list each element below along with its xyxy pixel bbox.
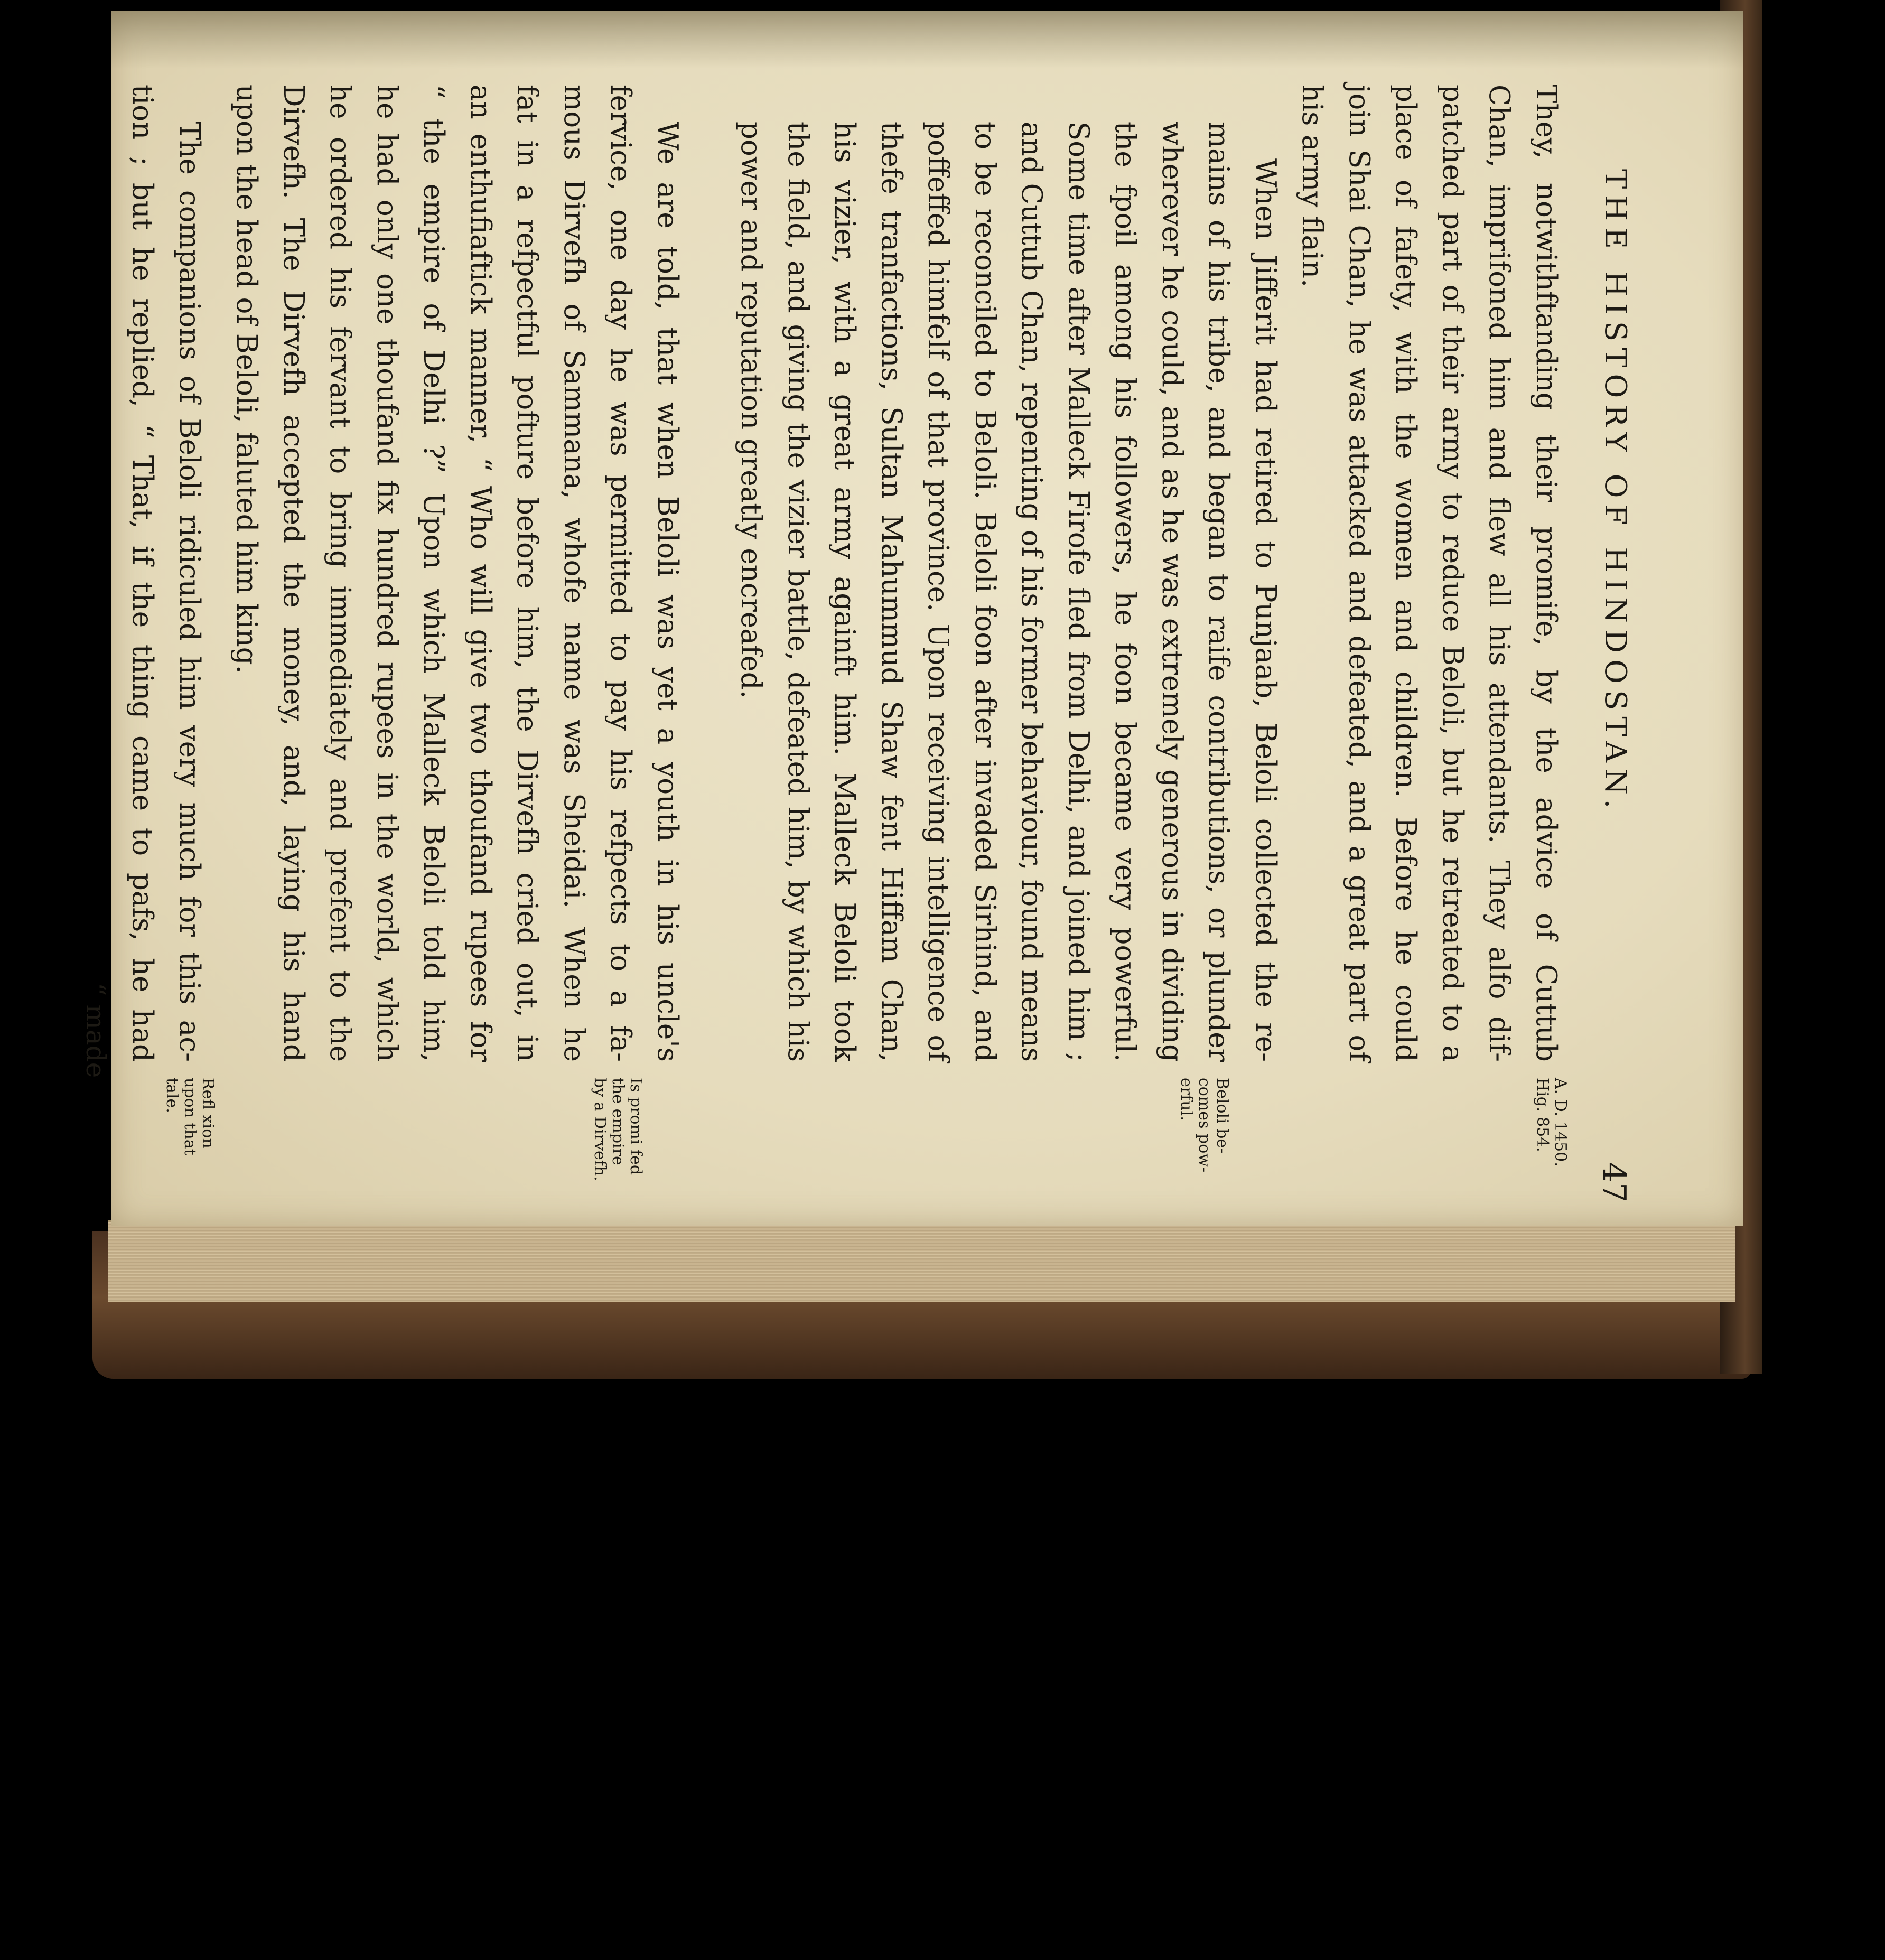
page-title: THE HISTORY OF HINDOSTAN. bbox=[1598, 169, 1632, 815]
paragraph-3 bbox=[223, 85, 690, 1062]
text-line: Some time after Malleck Firofe fled from Delhi, and joined him ; bbox=[1062, 122, 1095, 1062]
margin-note-reflexion bbox=[163, 1078, 217, 1183]
text-line: place of fafety, with the women and children. Before he could bbox=[1389, 85, 1422, 1062]
margin-line: Refl xion bbox=[199, 1078, 217, 1149]
text-line: Chan, imprifoned him and flew all his attendants. They alfo dif- bbox=[1483, 85, 1516, 1062]
text-line: fat in a refpectful pofture before him, the Dirvefh cried out, in bbox=[511, 85, 544, 1062]
margin-line: tale. bbox=[163, 1078, 181, 1113]
margin-line: Beloli be- bbox=[1213, 1078, 1231, 1154]
text-line: his army flain. bbox=[1296, 85, 1329, 287]
text-line: the fpoil among his followers, he foon became very powerful. bbox=[1109, 122, 1142, 1062]
margin-note-powerful bbox=[1177, 1078, 1231, 1183]
margin-line: Is promi fed bbox=[627, 1078, 645, 1175]
text-line: an enthufiaftick manner, “ Who will give two thoufand rupees for bbox=[464, 85, 497, 1062]
text-line: “ the empire of Delhi ?” Upon which Malleck Beloli told him, bbox=[417, 85, 450, 1062]
page-number: 47 bbox=[1595, 1162, 1632, 1203]
text-line: fervice, one day he was permitted to pay his refpects to a fa- bbox=[604, 85, 637, 1062]
text-line: thefe tranfactions, Sultan Mahummud Shaw fent Hiffam Chan, bbox=[875, 122, 908, 1062]
text-line: Dirvefh. The Dirvefh accepted the money, and, laying his hand bbox=[277, 85, 310, 1062]
text-line: tion ; but he replied, “ That, if the thing came to pafs, he had bbox=[126, 85, 159, 1062]
margin-line: by a Dirvefh. bbox=[591, 1078, 609, 1181]
text-line: The companions of Beloli ridiculed him very much for this ac- bbox=[173, 122, 206, 1062]
margin-line: erful. bbox=[1177, 1078, 1196, 1121]
text-line: he ordered his fervant to bring immediately and prefent to the bbox=[324, 85, 357, 1062]
text-line: wherever he could, and as he was extremely generous in dividing bbox=[1156, 122, 1188, 1062]
paragraph-2 bbox=[727, 85, 1289, 1062]
page-edges bbox=[108, 1220, 1735, 1302]
paragraph-1 bbox=[1289, 85, 1569, 1062]
margin-note-promised bbox=[591, 1078, 645, 1183]
margin-line: the empire bbox=[609, 1078, 627, 1165]
text-line: upon the head of Beloli, faluted him king. bbox=[230, 85, 263, 674]
margin-note-date bbox=[1533, 1078, 1569, 1183]
text-line: We are told, that when Beloli was yet a youth in his uncle's bbox=[651, 122, 684, 1062]
text-line: he had only one thoufand fix hundred rupees in the world, which bbox=[371, 85, 403, 1062]
paragraph-4 bbox=[119, 85, 212, 1062]
running-head bbox=[1590, 63, 1638, 1226]
text-line: to be reconciled to Beloli. Beloli foon after invaded Sirhind, and bbox=[969, 122, 1001, 1062]
page-gutter-shadow bbox=[111, 11, 1743, 69]
text-line: and Cuttub Chan, repenting of his former behaviour, found means bbox=[1015, 122, 1048, 1062]
text-line: mains of his tribe, and began to raife contributions, or plunder bbox=[1202, 122, 1235, 1062]
margin-line: comes pow- bbox=[1195, 1078, 1214, 1173]
text-line: poffeffed himfelf of that province. Upon receiving intelligence of bbox=[922, 122, 955, 1062]
page-content bbox=[80, 63, 1638, 1226]
text-line: They, notwithftanding their promife, by the advice of Cuttub bbox=[1530, 85, 1562, 1062]
text-line: the field, and giving the vizier battle, defeated him, by which his bbox=[782, 122, 814, 1062]
body-text bbox=[72, 85, 1570, 1078]
text-line: mous Dirvefh of Sammana, whofe name was Sheidai. When he bbox=[558, 85, 590, 1062]
text-line: join Shai Chan, he was attacked and defeated, and a great part of bbox=[1343, 85, 1375, 1062]
margin-line: upon that bbox=[181, 1078, 199, 1155]
text-line: patched part of their army to reduce Beloli, but he retreated to a bbox=[1436, 85, 1469, 1062]
text-line: power and reputation greatly encreafed. bbox=[735, 122, 768, 699]
margin-hijra: Hig. 854. bbox=[1533, 1078, 1552, 1152]
catchword: “ made bbox=[80, 983, 111, 1078]
text-line: When Jifferit had retired to Punjaab, Beloli collected the re- bbox=[1249, 158, 1282, 1062]
text-line: his vizier, with a great army againft him. Malleck Beloli took bbox=[828, 122, 861, 1062]
margin-date: A. D. 1450. bbox=[1551, 1078, 1570, 1167]
